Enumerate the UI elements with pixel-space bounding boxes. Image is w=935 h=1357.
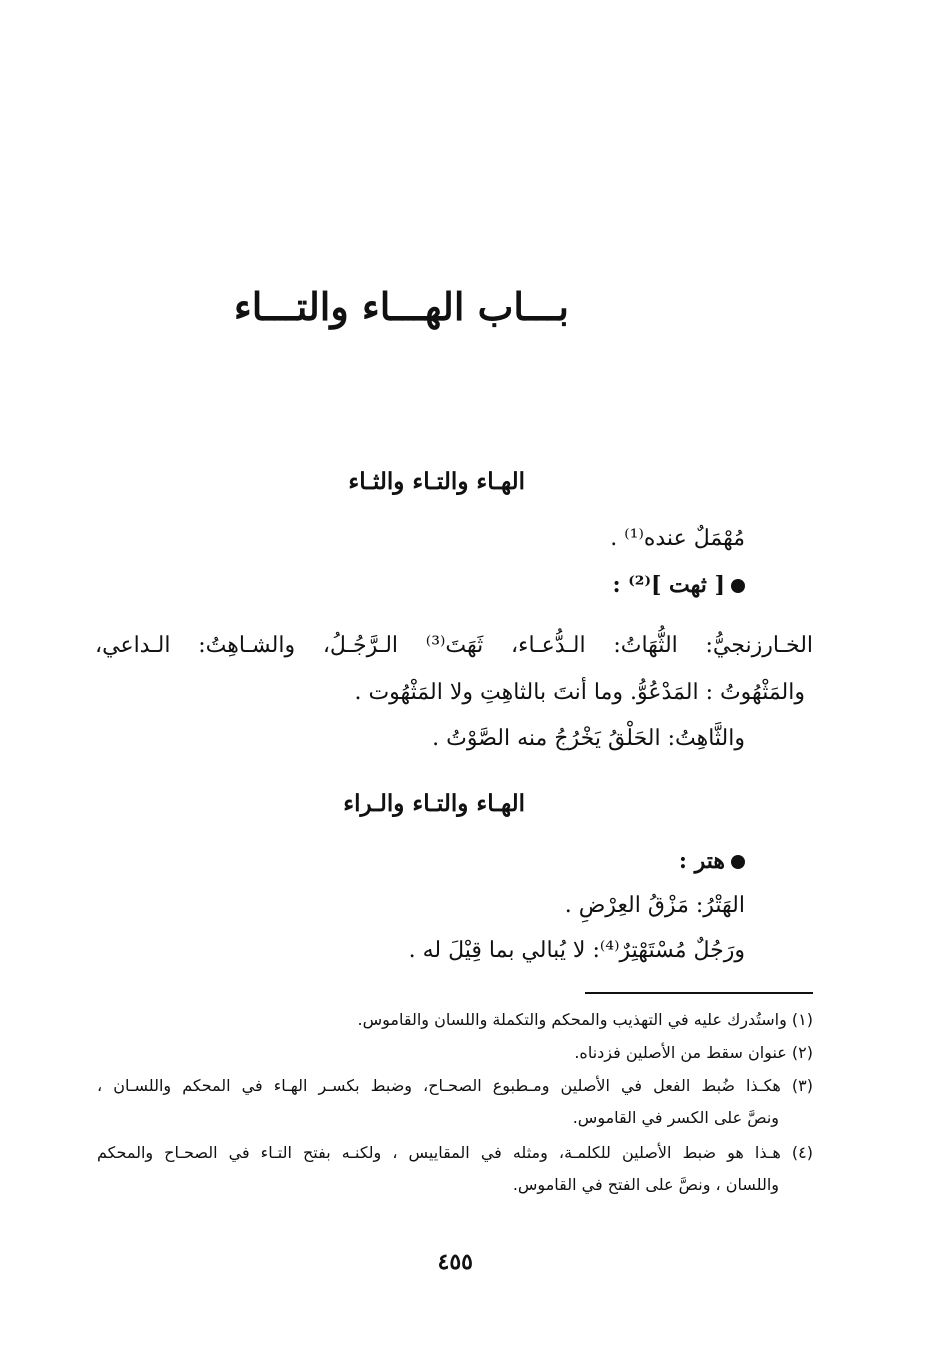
body-line: الخـارزنجيُّ: الثُّهَاتُ: الـدُّعـاء، ثَهَتَ⁽³⁾ الـرَّجُـلُ، والشـاهِتُ: الـداعي،: [95, 633, 814, 658]
section-heading-2: الهـاء والتـاء والـراء: [343, 790, 525, 817]
bullet-icon: [731, 579, 745, 593]
entry-heading-thht: [612, 572, 745, 598]
entry-label: هتر :: [678, 848, 725, 874]
entry-heading-htr: [679, 848, 745, 874]
footnote-3-continued: ونصَّ على الكسر في القاموس.: [572, 1108, 779, 1127]
footnote-4-continued: واللسان ، ونصَّ على الفتح في القاموس.: [512, 1175, 779, 1194]
section-heading-1: الهـاء والتـاء والثـاء: [348, 468, 525, 495]
footnote-4: (٤) هـذا هو ضبط الأصلين للكلمـة، ومثله في المقاييس ، ولكنـه بفتح التـاء في الصحـاح والمحكم: [97, 1143, 813, 1162]
footnote-1: (١) واستُدرك عليه في التهذيب والمحكم والتكملة واللسان والقاموس.: [357, 1010, 813, 1029]
body-line: والثَّاهِتُ: الحَلْقُ يَخْرُجُ منه الصَّوْتُ .: [432, 726, 745, 751]
body-line: والمَثْهُوتُ : المَدْعُوُّ. وما أنتَ بالثاهِتِ ولا المَثْهُوت .: [354, 680, 805, 705]
body-line: الهَتْرُ: مَزْقُ العِرْضِ .: [564, 893, 745, 918]
footnote-divider: [585, 992, 813, 994]
entry-label: [ ثهت ]⁽²⁾ :: [612, 572, 725, 598]
footnote-2: (٢) عنوان سقط من الأصلين فزدناه.: [574, 1043, 813, 1062]
chapter-title: بـــاب الهـــاء والتـــاء: [233, 284, 569, 329]
body-line: مُهْمَلٌ عنده⁽¹⁾ .: [610, 526, 745, 551]
bullet-icon: [731, 855, 745, 869]
body-line: ورَجُلٌ مُسْتَهْتِرٌ⁽⁴⁾: لا يُبالي بما قِيْلَ له .: [408, 938, 745, 963]
page-number: ٤٥٥: [437, 1249, 473, 1275]
footnote-3: (٣) هكـذا ضُبط الفعل في الأصلين ومـطبوع الصحـاح، وضبط بكسـر الهـاء في المحكم واللسـان ،: [97, 1076, 813, 1095]
